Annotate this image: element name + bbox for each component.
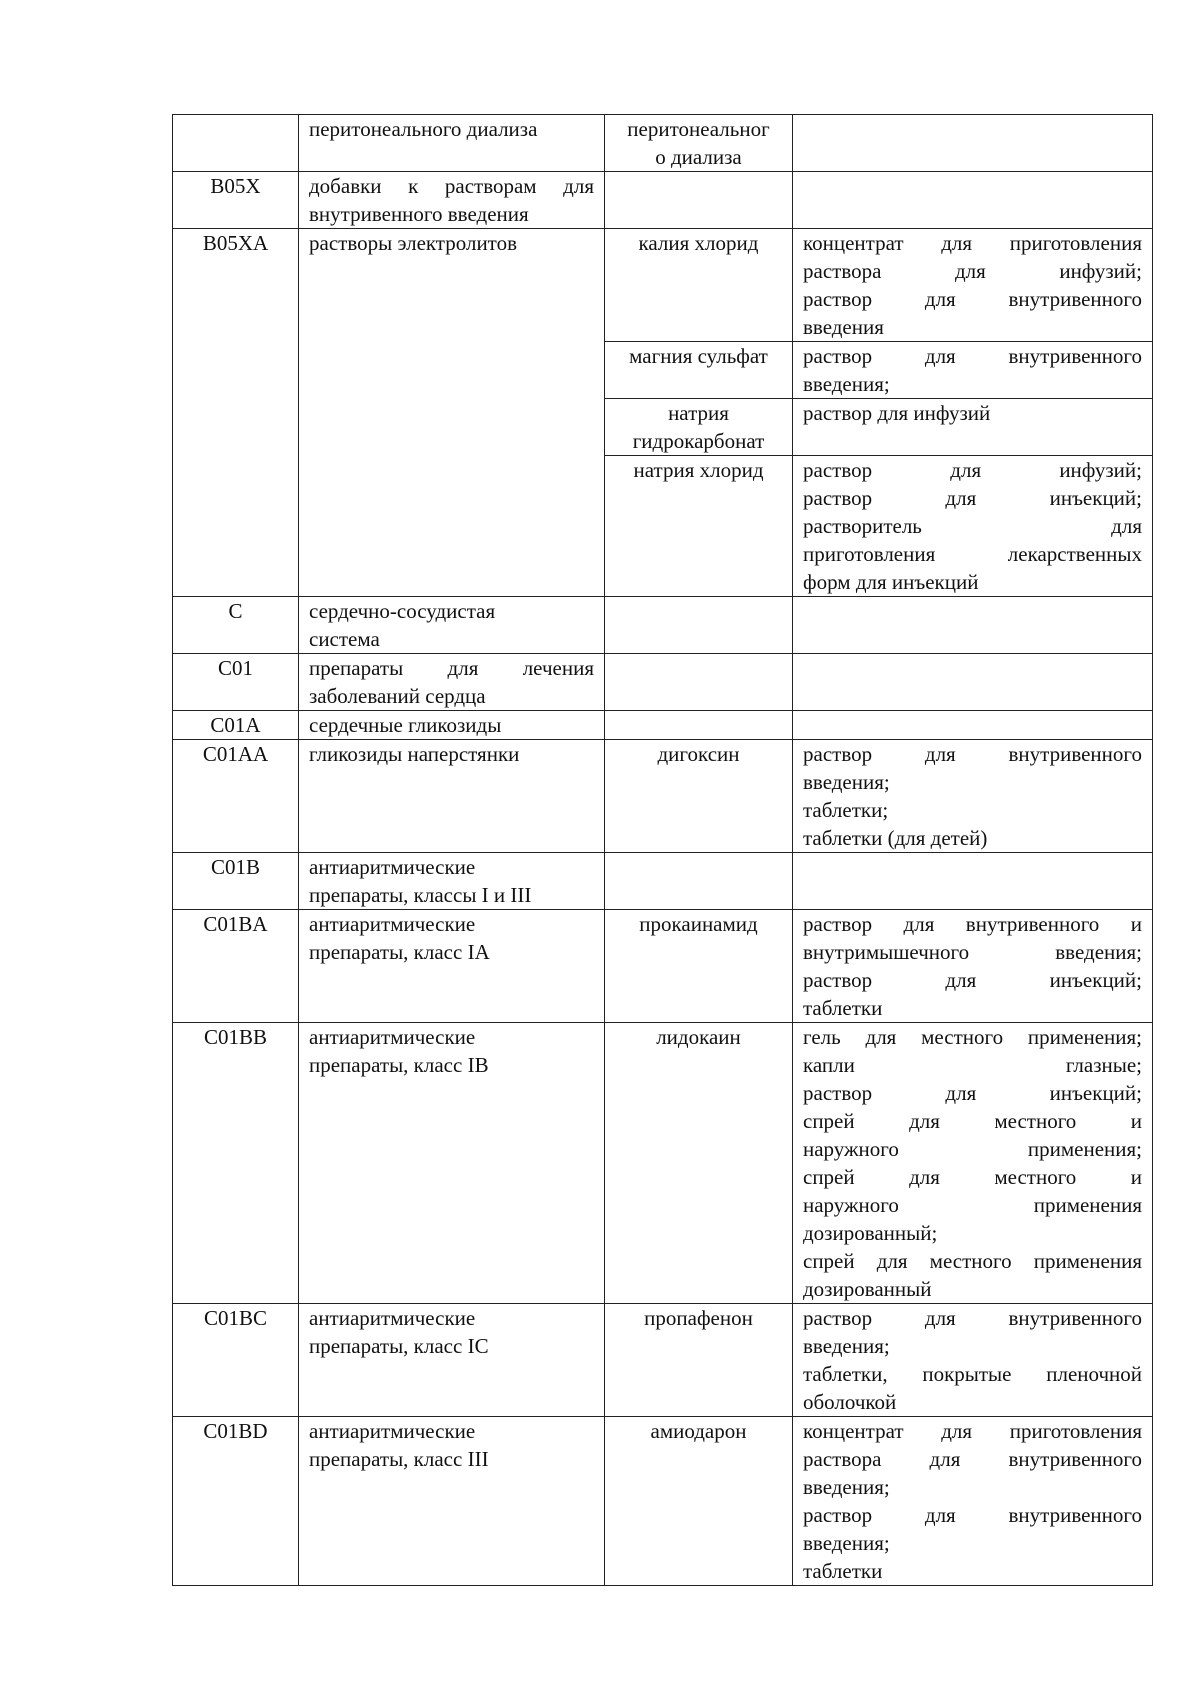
cell-line: раствор для инъекций; xyxy=(803,1081,1142,1105)
group-name-cell xyxy=(299,172,605,229)
cell-line: антиаритмические xyxy=(309,1025,476,1049)
drug-name-cell xyxy=(605,342,793,399)
cell-line: дозированный; xyxy=(803,1221,938,1245)
dosage-form-cell xyxy=(793,115,1153,172)
cell-line: раствор для инъекций; xyxy=(803,486,1142,510)
group-name-cell xyxy=(299,115,605,172)
group-name-cell xyxy=(299,1023,605,1304)
atc-code-cell: C01BD xyxy=(173,1417,299,1586)
atc-code-cell: C xyxy=(173,597,299,654)
cell-line: наружного применения xyxy=(803,1193,1142,1217)
cell-line: натрия xyxy=(668,401,729,425)
table-row xyxy=(173,1417,1153,1586)
cell-line: введения; xyxy=(803,770,890,794)
drug-name-cell xyxy=(605,172,793,229)
cell-line: антиаритмические xyxy=(309,912,476,936)
cell-line: раствор для внутривенного xyxy=(803,344,1142,368)
cell-line: раствора для внутривенного xyxy=(803,1447,1142,1471)
group-name-cell xyxy=(299,229,605,597)
drug-name-cell xyxy=(605,910,793,1023)
cell-line: амиодарон xyxy=(650,1419,747,1443)
group-name-cell xyxy=(299,740,605,853)
dosage-form-cell xyxy=(793,229,1153,342)
cell-line: введения; xyxy=(803,1334,890,1358)
cell-line: таблетки; xyxy=(803,798,889,822)
group-name-cell xyxy=(299,853,605,910)
table-row xyxy=(173,597,1153,654)
table-row xyxy=(173,711,1153,740)
cell-line: внутримышечного введения; xyxy=(803,940,1142,964)
cell-line: раствор для инфузий; xyxy=(803,458,1142,482)
dosage-form-cell xyxy=(793,711,1153,740)
drug-name-cell xyxy=(605,1023,793,1304)
table-row xyxy=(173,740,1153,853)
cell-line: гидрокарбонат xyxy=(632,429,765,453)
cell-line: препараты для лечения xyxy=(309,656,594,680)
table-row xyxy=(173,115,1153,172)
dosage-form-cell xyxy=(793,1417,1153,1586)
drug-name-cell xyxy=(605,597,793,654)
drug-name-cell xyxy=(605,654,793,711)
cell-line: введения; xyxy=(803,372,890,396)
cell-line: спрей для местного применения xyxy=(803,1249,1142,1273)
cell-line: раствор для инъекций; xyxy=(803,968,1142,992)
cell-line: прокаинамид xyxy=(639,912,758,936)
cell-line: антиаритмические xyxy=(309,1306,476,1330)
drug-name-cell xyxy=(605,399,793,456)
group-name-cell xyxy=(299,1417,605,1586)
cell-line: лидокаин xyxy=(656,1025,741,1049)
group-name-cell xyxy=(299,910,605,1023)
cell-line: раствор для внутривенного xyxy=(803,287,1142,311)
cell-line: концентрат для приготовления xyxy=(803,1419,1142,1443)
cell-line: магния сульфат xyxy=(629,344,768,368)
cell-line: антиаритмические xyxy=(309,855,476,879)
cell-line: препараты, класс IA xyxy=(309,940,490,964)
cell-line: препараты, классы I и III xyxy=(309,883,532,907)
atc-code-cell: C01B xyxy=(173,853,299,910)
table-row xyxy=(173,172,1153,229)
cell-line: таблетки (для детей) xyxy=(803,826,988,850)
cell-line: добавки к растворам для xyxy=(309,174,594,198)
cell-line: о диализа xyxy=(655,145,742,169)
dosage-form-cell xyxy=(793,654,1153,711)
atc-code-cell: C01BA xyxy=(173,910,299,1023)
cell-line: спрей для местного и xyxy=(803,1109,1142,1133)
group-name-cell xyxy=(299,1304,605,1417)
group-name-cell xyxy=(299,711,605,740)
atc-code-cell: C01A xyxy=(173,711,299,740)
drug-table-body xyxy=(173,115,1153,1586)
atc-code-cell: B05XA xyxy=(173,229,299,597)
cell-line: концентрат для приготовления xyxy=(803,231,1142,255)
dosage-form-cell xyxy=(793,342,1153,399)
drug-name-cell xyxy=(605,711,793,740)
cell-line: перитонеального диализа xyxy=(309,117,538,141)
cell-line: капли глазные; xyxy=(803,1053,1142,1077)
cell-line: дигоксин xyxy=(657,742,740,766)
cell-line: таблетки xyxy=(803,996,883,1020)
atc-code-cell: C01BB xyxy=(173,1023,299,1304)
cell-line: препараты, класс IC xyxy=(309,1334,489,1358)
cell-line: заболеваний сердца xyxy=(309,684,486,708)
cell-line: раствор для инфузий xyxy=(803,401,991,425)
cell-line: введения; xyxy=(803,1531,890,1555)
cell-line: система xyxy=(309,627,380,651)
cell-line: введения xyxy=(803,315,884,339)
cell-line: раствор для внутривенного и xyxy=(803,912,1142,936)
cell-line: раствора для инфузий; xyxy=(803,259,1142,283)
cell-line: введения; xyxy=(803,1475,890,1499)
cell-line: раствор для внутривенного xyxy=(803,1503,1142,1527)
atc-code-cell: C01 xyxy=(173,654,299,711)
atc-code-cell: C01AA xyxy=(173,740,299,853)
table-row xyxy=(173,910,1153,1023)
cell-line: раствор для внутривенного xyxy=(803,742,1142,766)
atc-code-cell xyxy=(173,115,299,172)
table-row xyxy=(173,229,1153,342)
drug-name-cell xyxy=(605,1417,793,1586)
cell-line: растворы электролитов xyxy=(309,231,518,255)
cell-line: таблетки xyxy=(803,1559,883,1583)
dosage-form-cell xyxy=(793,1023,1153,1304)
table-row xyxy=(173,654,1153,711)
drug-name-cell xyxy=(605,115,793,172)
table-row xyxy=(173,1304,1153,1417)
cell-line: пропафенон xyxy=(644,1306,753,1330)
drug-name-cell xyxy=(605,229,793,342)
cell-line: внутривенного введения xyxy=(309,202,529,226)
group-name-cell xyxy=(299,654,605,711)
drug-name-cell xyxy=(605,853,793,910)
dosage-form-cell xyxy=(793,853,1153,910)
dosage-form-cell xyxy=(793,910,1153,1023)
cell-line: наружного применения; xyxy=(803,1137,1142,1161)
table-row xyxy=(173,853,1153,910)
cell-line: калия хлорид xyxy=(638,231,759,255)
drug-table xyxy=(172,114,1153,1586)
group-name-cell xyxy=(299,597,605,654)
cell-line: растворитель для xyxy=(803,514,1142,538)
cell-line: гель для местного применения; xyxy=(803,1025,1142,1049)
cell-line: препараты, класс IB xyxy=(309,1053,489,1077)
cell-line: перитонеальног xyxy=(627,117,770,141)
cell-line: приготовления лекарственных xyxy=(803,542,1142,566)
cell-line: таблетки, покрытые пленочной xyxy=(803,1362,1142,1386)
drug-name-cell xyxy=(605,456,793,597)
cell-line: раствор для внутривенного xyxy=(803,1306,1142,1330)
atc-code-cell: C01BC xyxy=(173,1304,299,1417)
atc-code-cell: B05X xyxy=(173,172,299,229)
cell-line: сердечные гликозиды xyxy=(309,713,502,737)
cell-line: спрей для местного и xyxy=(803,1165,1142,1189)
dosage-form-cell xyxy=(793,399,1153,456)
cell-line: дозированный xyxy=(803,1277,932,1301)
cell-line: сердечно-сосудистая xyxy=(309,599,496,623)
dosage-form-cell xyxy=(793,456,1153,597)
drug-name-cell xyxy=(605,740,793,853)
cell-line: форм для инъекций xyxy=(803,570,979,594)
cell-line: гликозиды наперстянки xyxy=(309,742,520,766)
dosage-form-cell xyxy=(793,597,1153,654)
table-row xyxy=(173,1023,1153,1304)
drug-name-cell xyxy=(605,1304,793,1417)
cell-line: антиаритмические xyxy=(309,1419,476,1443)
cell-line: оболочкой xyxy=(803,1390,897,1414)
dosage-form-cell xyxy=(793,740,1153,853)
cell-line: натрия хлорид xyxy=(633,458,764,482)
dosage-form-cell xyxy=(793,172,1153,229)
dosage-form-cell xyxy=(793,1304,1153,1417)
cell-line: препараты, класс III xyxy=(309,1447,489,1471)
